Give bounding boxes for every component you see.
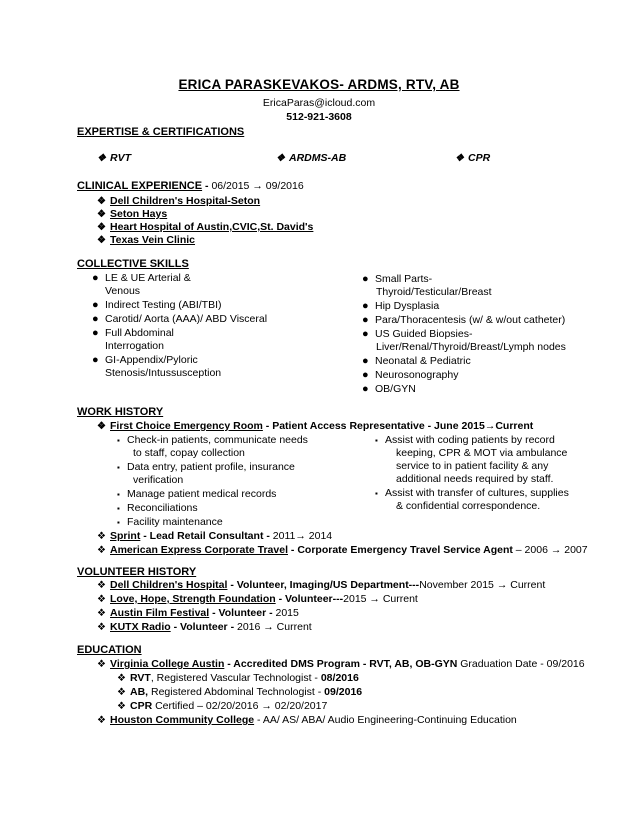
clinical-site: ❖ Heart Hospital of Austin,CVIC,St. David's [97, 221, 314, 233]
clinical-heading: CLINICAL EXPERIENCE [77, 180, 203, 192]
clinical-end-date: 09/2016 [265, 180, 304, 192]
expertise-item-cpr: ❖ CPR [455, 152, 491, 164]
skill-item: ● Carotid/ Aorta (AAA)/ ABD Visceral [92, 313, 268, 325]
arrow-right-icon: → [484, 420, 496, 432]
diamond-icon: ❖ [97, 659, 106, 670]
skill-item: ● Indirect Testing (ABI/TBI) [92, 299, 222, 311]
skill-item: ● Small Parts- [362, 273, 433, 285]
clinical-site: ❖ Texas Vein Clinic [97, 234, 196, 246]
diamond-icon: ❖ [97, 222, 106, 233]
bullet-icon: ● [362, 383, 369, 395]
duty-item-cont: verification [133, 474, 184, 486]
resume-name: ERICA PARASKEVAKOS- ARDMS, RTV, AB [178, 77, 460, 92]
skill-item: ● GI-Appendix/Pyloric [92, 354, 198, 366]
education-heading: EDUCATION [77, 644, 142, 656]
square-bullet-icon: ▪ [117, 436, 120, 445]
duty-item: ▪ Assist with coding patients by record [375, 434, 555, 446]
bullet-icon: ● [92, 313, 99, 325]
arrow-right-icon: → [252, 180, 263, 192]
job-first-choice: ❖ First Choice Emergency Room - Patient Access Representative - June 2015→Current [97, 420, 534, 432]
diamond-icon: ❖ [97, 608, 106, 619]
duty-item-cont: service to in patient facility & any [396, 460, 549, 472]
diamond-icon: ❖ [97, 622, 106, 633]
skill-item-cont: Stenosis/Intussusception [105, 367, 222, 379]
work-heading: WORK HISTORY [77, 406, 164, 418]
diamond-icon: ❖ [97, 580, 106, 591]
square-bullet-icon: ▪ [117, 490, 120, 499]
bullet-icon: ● [92, 299, 99, 311]
arrow-right-icon: → [550, 544, 562, 556]
school-virginia-college: ❖ Virginia College Austin - Accredited DMS Program - RVT, AB, OB-GYN Graduation Date - 09/2016 [97, 658, 585, 670]
bullet-icon: ● [92, 272, 99, 284]
expertise-heading: EXPERTISE & CERTIFICATIONS [77, 126, 245, 138]
bullet-icon: ● [92, 354, 99, 366]
square-bullet-icon: ▪ [375, 436, 378, 445]
duty-item-cont: keeping, CPR & MOT via ambulance [396, 447, 568, 459]
skill-item-cont: Interrogation [105, 340, 164, 352]
volunteer-item: ❖ Dell Children's Hospital - Volunteer, Imaging/US Department---November 2015 → Current [97, 579, 546, 591]
duty-item-cont: & confidential correspondence. [396, 500, 541, 512]
diamond-icon: ❖ [117, 701, 126, 712]
clinical-site: ❖ Dell Children's Hospital-Seton [97, 195, 261, 207]
diamond-icon: ❖ [117, 673, 126, 684]
skill-item: ● US Guided Biopsies- [362, 328, 473, 340]
clinical-heading-line: CLINICAL EXPERIENCE - 06/2015 → 09/2016 [77, 180, 304, 192]
bullet-icon: ● [362, 273, 369, 285]
diamond-icon: ❖ [97, 715, 106, 726]
job-amex: ❖ American Express Corporate Travel - Corporate Emergency Travel Service Agent – 2006 → 2007 [97, 544, 588, 556]
diamond-icon: ❖ [97, 545, 106, 556]
credential-item: ❖ CPR Certified – 02/20/2016 → 02/20/2017 [117, 700, 328, 712]
square-bullet-icon: ▪ [117, 504, 120, 513]
volunteer-item: ❖ KUTX Radio - Volunteer - 2016 → Current [97, 621, 312, 633]
skill-item: ● Hip Dysplasia [362, 300, 440, 312]
credential-item: ❖ RVT, Registered Vascular Technologist - 08/2016 [117, 672, 359, 684]
clinical-site: ❖ Seton Hays [97, 208, 168, 220]
diamond-icon: ❖ [455, 153, 464, 164]
duty-item: ▪ Reconciliations [117, 502, 198, 514]
duty-item-cont: to staff, copay collection [133, 447, 245, 459]
square-bullet-icon: ▪ [375, 489, 378, 498]
school-houston-cc: ❖ Houston Community College - AA/ AS/ ABA/ Audio Engineering-Continuing Education [97, 714, 517, 726]
arrow-right-icon: → [261, 700, 272, 712]
arrow-right-icon: → [369, 593, 380, 605]
diamond-icon: ❖ [276, 153, 285, 164]
diamond-icon: ❖ [97, 235, 106, 246]
duty-item: ▪ Facility maintenance [117, 516, 223, 528]
diamond-icon: ❖ [97, 421, 106, 432]
bullet-icon: ● [362, 328, 369, 340]
skill-item-cont: Venous [105, 285, 141, 297]
diamond-icon: ❖ [97, 594, 106, 605]
volunteer-heading: VOLUNTEER HISTORY [77, 566, 197, 578]
skill-item-cont: Thyroid/Testicular/Breast [376, 286, 492, 298]
expertise-item-rvt: ❖ RVT [97, 152, 131, 164]
arrow-right-icon: → [295, 530, 306, 542]
duty-item-cont: additional needs required by staff. [396, 473, 554, 485]
diamond-icon: ❖ [117, 687, 126, 698]
volunteer-item: ❖ Love, Hope, Strength Foundation - Volunteer---2015 → Current [97, 593, 418, 605]
bullet-icon: ● [362, 300, 369, 312]
expertise-item-ardms: ❖ ARDMS-AB [276, 152, 347, 164]
diamond-icon: ❖ [97, 196, 106, 207]
duty-item: ▪ Assist with transfer of cultures, supplies [375, 487, 569, 499]
phone: 512-921-3608 [286, 111, 352, 123]
bullet-icon: ● [362, 369, 369, 381]
arrow-right-icon: → [496, 579, 508, 591]
diamond-icon: ❖ [97, 153, 106, 164]
bullet-icon: ● [362, 355, 369, 367]
bullet-icon: ● [92, 327, 99, 339]
credential-item: ❖ AB, Registered Abdominal Technologist - 09/2016 [117, 686, 363, 698]
skill-item: ● Neurosonography [362, 369, 459, 381]
arrow-right-icon: → [263, 621, 274, 633]
skills-heading: COLLECTIVE SKILLS [77, 258, 189, 270]
diamond-icon: ❖ [97, 209, 106, 220]
email: EricaParas@icloud.com [262, 97, 376, 109]
bullet-icon: ● [362, 314, 369, 326]
skill-item: ● LE & UE Arterial & [92, 272, 191, 284]
job-sprint: ❖ Sprint - Lead Retail Consultant - 2011→ 2014 [97, 530, 333, 542]
square-bullet-icon: ▪ [117, 463, 120, 472]
clinical-start-date: 06/2015 [211, 180, 250, 192]
skill-item: ● Para/Thoracentesis (w/ & w/out catheter) [362, 314, 566, 326]
diamond-icon: ❖ [97, 531, 106, 542]
skill-item: ● Neonatal & Pediatric [362, 355, 471, 367]
skill-item: ● OB/GYN [362, 383, 416, 395]
duty-item: ▪ Check-in patients, communicate needs [117, 434, 308, 446]
duty-item: ▪ Manage patient medical records [117, 488, 277, 500]
skill-item: ● Full Abdominal [92, 327, 174, 339]
volunteer-item: ❖ Austin Film Festival - Volunteer - 2015 [97, 607, 299, 619]
skill-item-cont: Liver/Renal/Thyroid/Breast/Lymph nodes [376, 341, 566, 353]
square-bullet-icon: ▪ [117, 518, 120, 527]
duty-item: ▪ Data entry, patient profile, insurance [117, 461, 295, 473]
